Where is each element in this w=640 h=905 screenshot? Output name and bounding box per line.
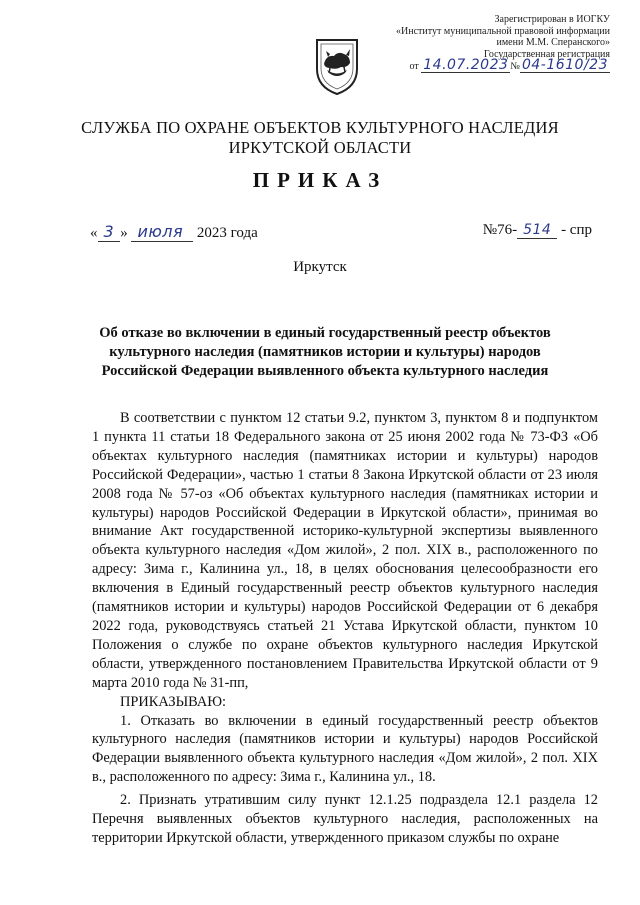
preamble-paragraph: В соответствии с пунктом 12 статьи 9.2, пунктом 3, пунктом 8 и подпунктом 1 пункта 11 статьи 18 Федерального закона от 25 июня 2002 года № 73-ФЗ «Об объектах культурного наследия (памятниках истории и культуры) народов Российской Федерации», частью 1 статьи 8 Закона Иркутской области от 23 июля 2008 года № 57-оз «Об объектах культурного наследия (памятниках истории и культуры) народов Российской Федерации в Иркутской области», принимая во внимание Акт государственной историко-культурной экспертизы выявленного объекта культурного наследия «Дом жилой», 2 пол. XIX в., расположенного по адресу: Зима г., Калинина ул., 18, в целях обоснования целесообразности его включения в Единый государственный реестр объектов культурного наследия (памятников истории и культуры) народов Российской Федерации от 6 декабря 2022 года, руководствуясь статьей 21 Устава Иркутской области, пунктом 10 Положения о службе по охране объектов культурного наследия Иркутской области, утвержденного постановлением Правительства Иркутской области от 9 марта 2010 года № 31-пп, [92,410,598,691]
stamp-line-1: Зарегистрирован в ИОГКУ [494,14,610,25]
order-number-prefix: №76- [482,222,518,238]
agency-line-2: ИРКУТСКОЙ ОБЛАСТИ [228,138,412,157]
stamp-date: 14.07.2023 [423,57,509,73]
subject-line-3: Российской Федерации выявленного объекта культурного наследия [101,363,549,379]
order-item-1: 1. Отказать во включении в единый государственный реестр объектов культурного наследия (памятников истории и культуры) народов Российской Федерации выявленного объекта культурного наследия «Дом жилой», 2 пол. XIX в., расположенного по адресу: Зима г., Калинина ул., 18. [92,712,598,786]
stamp-registration-line [372,57,610,73]
subject-line-1: Об отказе во включении в единый государственный реестр объектов [99,325,551,341]
coat-of-arms-icon [314,37,360,97]
subject-line-2: культурного наследия (памятников истории и культуры) народов [109,344,541,360]
city: Иркутск [293,259,347,275]
stamp-line-4: Государственная регистрация [483,48,610,60]
date-month: июля [131,222,193,242]
order-word: ПРИКАЗЫВАЮ: [120,693,227,710]
stamp-from-label: от [409,61,419,72]
date-year: 2023 года [196,225,258,241]
date-day: 3 [98,222,121,242]
registration-stamp [372,14,610,73]
stamp-number: 04-1610/23 [521,57,608,73]
order-number-suffix: - спр [561,222,592,238]
stamp-line-3: имени М.М. Сперанского» [496,37,610,48]
order-item-2: 2. Признать утратившим силу пункт 12.1.25 подраздела 12.1 раздела 12 Перечня выявленных объектов культурного наследия, расположенных на территории Иркутской области, утвержденного приказом службы по охране [92,792,598,846]
stamp-number-label: № [510,61,520,72]
agency-name [60,118,580,158]
agency-line-1: СЛУЖБА ПО ОХРАНЕ ОБЪЕКТОВ КУЛЬТУРНОГО НАСЛЕДИЯ [81,118,559,137]
document-type-title: ПРИКАЗ [252,168,388,192]
order-date [90,222,258,242]
date-open-quote: « [90,225,98,241]
order-subject [90,324,560,381]
stamp-line-2: «Институт муниципальной правовой информации [396,25,610,37]
order-number-value: 514 [517,222,557,239]
date-close-quote: » [120,225,128,241]
order-body [92,409,598,848]
order-number [483,222,592,239]
